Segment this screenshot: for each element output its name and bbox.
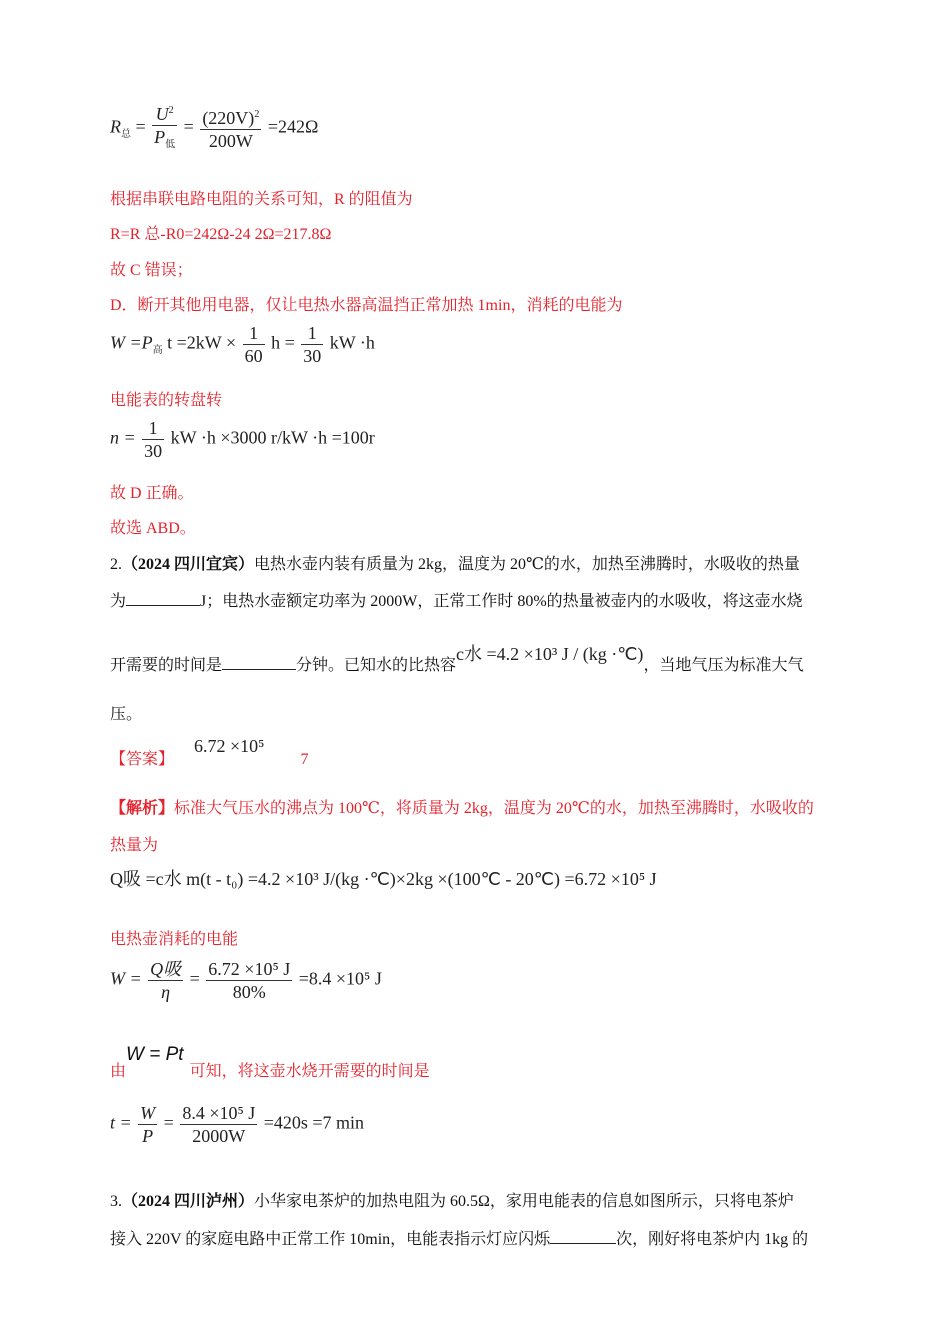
formula-heat: Q吸 =c水 m(t - t₀) =4.2 ×10³ J/(kg ·℃)×2kg ×(100℃ - 20℃) =6.72 ×10⁵ J: [110, 869, 657, 889]
f-text: 60: [244, 346, 263, 366]
question-2-line3: [110, 644, 804, 676]
analysis-line: [110, 795, 814, 818]
f-text: R: [110, 116, 121, 137]
question-3-line2: [110, 1226, 808, 1249]
analysis-text: 标准大气压水的沸点为 100℃，将质量为 2kg，温度为 20℃的水，加热至沸腾时，水吸收的: [174, 800, 814, 817]
answer-label: 【答案】: [110, 751, 175, 768]
f-text: Q吸: [150, 959, 182, 979]
f-text: n =: [110, 427, 136, 448]
answer-value-1: 6.72 ×10⁵: [194, 736, 265, 756]
f-text: 30: [144, 441, 163, 461]
formula-power: W = Pt: [126, 1044, 184, 1065]
f-text: 1: [301, 322, 323, 345]
f-text: P: [142, 1126, 154, 1146]
f-text: t =2kW ×: [162, 332, 237, 353]
q-source: （2024 四川宜宾）: [122, 556, 255, 573]
f-text: 总: [121, 129, 131, 141]
analysis-text: 由: [110, 1063, 127, 1080]
q-text: 小华家电茶炉的加热电阻为 60.5Ω，家用电能表的信息如图所示，只将电茶炉: [254, 1193, 794, 1210]
fraction: [180, 1102, 257, 1147]
f-text: 200W: [208, 131, 253, 152]
f-text: W =: [110, 968, 142, 989]
f-text: 低: [165, 139, 176, 151]
analysis-text: 故 D 正确。: [110, 485, 194, 502]
f-text: 80%: [232, 982, 266, 1002]
fraction: [301, 322, 323, 367]
f-text: 1: [243, 322, 265, 345]
question-2-line1: [110, 551, 800, 574]
f-text: 2000W: [192, 1126, 246, 1146]
analysis-text: 热量为: [110, 837, 159, 854]
f-text: 1: [142, 417, 164, 440]
analysis-text: D．断开其他用电器，仅让电热水器高温挡正常加热 1min，消耗的电能为: [110, 297, 623, 314]
answer-blank[interactable]: [222, 655, 296, 670]
q-text: 接入 220V 的家庭电路中正常工作 10min，电能表指示灯应闪烁: [110, 1231, 551, 1248]
analysis-line: [110, 1042, 430, 1080]
formula-specific-heat: c水 =4.2 ×10³ J / (kg ·℃): [456, 644, 644, 664]
f-text: kW ·h: [325, 332, 375, 353]
f-text: 高: [152, 345, 163, 357]
q-text: 压。: [110, 706, 143, 723]
q-text: ，当地气压为标准大气: [643, 657, 804, 674]
analysis-text: 故选 ABD。: [110, 520, 196, 537]
answer-line: [110, 736, 309, 769]
f-text: P: [154, 127, 166, 147]
formula-r-total: $R_总$ = $\frac{U^2}{P_低}$ = $\frac{(220V)^2}{200W}$ =242Ω: [110, 100, 318, 157]
f-text: =8.4 ×10⁵ J: [294, 968, 382, 989]
q-text: 次，刚好将电茶炉内 1kg 的: [616, 1231, 809, 1248]
f-text: h =: [266, 332, 295, 353]
f-text: =242Ω: [267, 116, 319, 137]
f-text: =420s =7 min: [259, 1112, 365, 1133]
formula-work: W = $\frac{\text{Q吸}}{\eta}$ = $\frac{\text{6.72 ×10⁵ J}}{80\%}$ =8.4 ×10⁵ J: [110, 959, 382, 1002]
q-text: 开需要的时间是: [110, 657, 223, 674]
f-text: 2: [254, 109, 260, 121]
fraction: [200, 104, 261, 152]
q-text: 分钟。已知水的比热容: [296, 657, 457, 674]
f-text: kW ·h ×3000 r/kW ·h =100r: [166, 427, 375, 448]
analysis-text: 根据串联电路电阻的关系可知，R 的阻值为: [110, 191, 413, 208]
formula-energy: [110, 322, 375, 367]
q-number: 2.: [110, 556, 122, 573]
f-text: W =P: [110, 332, 153, 353]
f-text: (220V): [202, 108, 255, 129]
formula-revolutions: [110, 417, 375, 462]
analysis-text: 电热壶消耗的电能: [110, 931, 239, 948]
answer-blank[interactable]: [126, 591, 200, 606]
q-source: （2024 四川泸州）: [122, 1193, 255, 1210]
f-text: 2: [168, 105, 174, 116]
f-text: U: [155, 104, 169, 124]
fraction: [243, 322, 265, 367]
q-text: J；电热水壶额定功率为 2000W，正常工作时 80%的热量被壶内的水吸收，将这壶水烧: [200, 593, 803, 610]
analysis-text: 故 C 错误；: [110, 262, 193, 279]
f-text: 8.4 ×10⁵ J: [182, 1103, 256, 1123]
q-text: 为: [110, 593, 127, 610]
f-text: η: [161, 982, 171, 1002]
question-2-line2: [110, 588, 803, 611]
q-text: 电热水壶内装有质量为 2kg，温度为 20℃的水，加热至沸腾时，水吸收的热量: [254, 556, 800, 573]
fraction: [152, 100, 177, 157]
fraction: [206, 958, 292, 1003]
analysis-text: 电能表的转盘转: [110, 392, 223, 409]
answer-blank[interactable]: [550, 1229, 616, 1244]
f-text: 30: [303, 346, 322, 366]
question-3-line1: [110, 1188, 794, 1211]
analysis-text: R=R 总-R0=242Ω-24 2Ω=217.8Ω: [110, 226, 332, 243]
q-number: 3.: [110, 1193, 122, 1210]
fraction: [148, 958, 183, 1003]
f-text: 6.72 ×10⁵ J: [208, 959, 291, 979]
formula-time: t = $\frac{W}{P}$ = $\frac{\text{8.4 ×10⁵ J}}{2000W}$ =420s =7 min: [110, 1103, 365, 1146]
fraction: [138, 1102, 157, 1147]
answer-value-2: 7: [300, 751, 309, 768]
analysis-text: 可知，将这壶水烧开需要的时间是: [189, 1063, 430, 1080]
f-text: W: [140, 1103, 156, 1123]
fraction: [142, 417, 164, 462]
f-text: t =: [110, 1112, 132, 1133]
analysis-label: 【解析】: [110, 800, 175, 817]
